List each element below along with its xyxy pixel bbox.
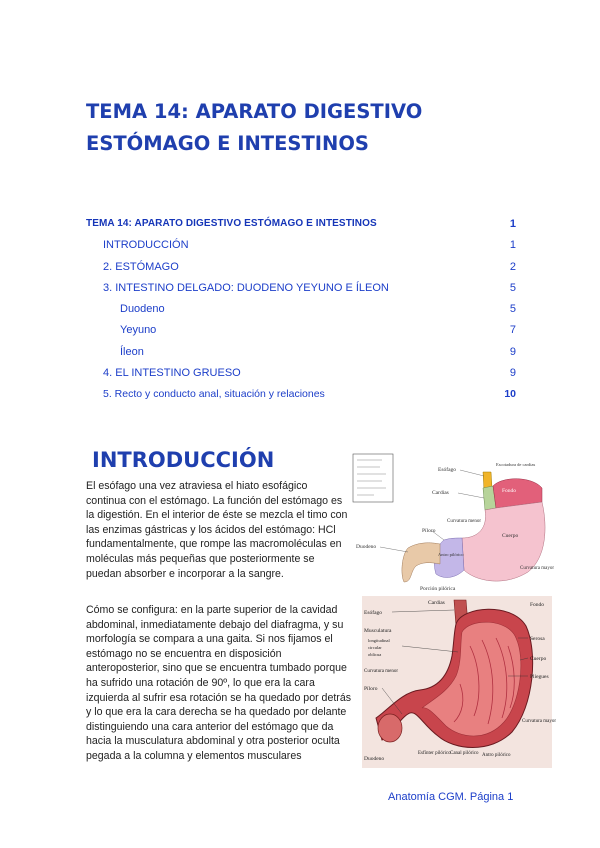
- document-title-line1: TEMA 14: APARATO DIGESTIVO: [86, 100, 423, 123]
- fig2-label-serosa: Serosa: [530, 636, 545, 642]
- intro-paragraph-2: Cómo se configura: en la parte superior de la cavidad abdominal, inmediatamente debajo del diafragma, y su morfología se compara a una gaita. Si nos fijamos el estómago no se encuentra en disposición anteroposterior, sino que se encuentra tumbado porque ha sufrido una rotación de 90º, lo que era la cara izquierda al sufrir esa rotación se ha quedado por detrás y lo que era la cara derecha se ha quedado por delante distinguiendo una cara anterior del estómago que da hacia la musculatura abdominal y otra posterior oculta pegada a la columna y elementos musculares: [86, 604, 352, 762]
- fig2-label-cardias: Cardias: [428, 600, 445, 606]
- toc-item[interactable]: [86, 261, 516, 277]
- toc-item-page: 5: [509, 303, 516, 315]
- label-cardias: Cardias: [432, 490, 449, 496]
- label-escotadura: Escotadura de cardias: [496, 462, 536, 467]
- fig2-label-canal: Canal pilórico: [450, 751, 479, 756]
- document-title: [86, 96, 526, 160]
- label-fondo: Fondo: [502, 488, 517, 494]
- fig2-label-curvatura-mayor: Curvatura mayor: [522, 719, 557, 724]
- toc-item-page: 7: [509, 324, 516, 336]
- fig2-label-piloro: Píloro: [364, 686, 378, 692]
- fig2-label-oblicua: oblicua: [368, 652, 382, 657]
- toc-item[interactable]: [86, 303, 516, 319]
- page-footer: Anatomía CGM. Página 1: [388, 791, 514, 803]
- toc-item-label: 3. INTESTINO DELGADO: DUODENO YEYUNO E ÍLEON: [103, 282, 389, 294]
- fig2-label-esofago: Esófago: [364, 610, 383, 616]
- stomach-regions-diagram: [352, 452, 560, 592]
- duodeno-region: [402, 543, 440, 582]
- toc-item[interactable]: [86, 324, 516, 340]
- duodeno-shape: [378, 714, 402, 742]
- toc-item[interactable]: [86, 239, 516, 255]
- fig2-label-antro: Antro pilórico: [482, 753, 511, 758]
- label-esofago: Esófago: [438, 467, 457, 473]
- toc-item[interactable]: [86, 282, 516, 298]
- fig2-label-fondo: Fondo: [530, 602, 545, 608]
- toc-item[interactable]: [86, 218, 516, 234]
- fig2-label-longitudinal: longitudinal: [368, 638, 390, 643]
- section-heading: INTRODUCCIÓN: [92, 448, 275, 472]
- document-title-line2: ESTÓMAGO E INTESTINOS: [86, 132, 369, 155]
- toc-item-label: 5. Recto y conducto anal, situación y relaciones: [103, 388, 325, 400]
- toc-item-page: 1: [509, 239, 516, 251]
- toc-item-label: Íleon: [120, 346, 144, 358]
- toc-item-page: 1: [509, 218, 516, 230]
- toc-item-label: 2. ESTÓMAGO: [103, 261, 179, 273]
- fig2-label-cuerpo: Cuerpo: [530, 656, 547, 662]
- toc-item[interactable]: [86, 367, 516, 383]
- toc-item-label: TEMA 14: APARATO DIGESTIVO ESTÓMAGO E INTESTINOS: [86, 218, 377, 229]
- fig2-label-curvatura-menor: Curvatura menor: [364, 669, 399, 674]
- toc-item-label: 4. EL INTESTINO GRUESO: [103, 367, 241, 379]
- label-piloro: Píloro: [422, 528, 436, 534]
- toc-item-label: INTRODUCCIÓN: [103, 239, 189, 251]
- toc-item-page: 9: [509, 346, 516, 358]
- label-antro: Antro pilórico: [438, 552, 464, 557]
- label-porcion-pilorica: Porción pilórica: [420, 586, 456, 592]
- fig2-label-musculatura: Musculatura: [364, 628, 392, 634]
- label-curvatura-menor: Curvatura menor: [447, 519, 482, 524]
- toc-item[interactable]: [86, 388, 516, 404]
- toc-item-label: Duodeno: [120, 303, 165, 315]
- toc-item-page: 10: [504, 388, 516, 400]
- toc-item[interactable]: [86, 346, 516, 362]
- toc-item-page: 9: [509, 367, 516, 379]
- fig2-label-esfinter: Esfínter pilórico: [418, 751, 451, 756]
- toc-item-page: 5: [509, 282, 516, 294]
- fig2-label-circular: circular: [368, 645, 382, 650]
- label-curvatura-mayor: Curvatura mayor: [520, 566, 555, 571]
- toc-item-label: Yeyuno: [120, 324, 157, 336]
- stomach-anatomy-illustration: [362, 596, 557, 768]
- intro-paragraph-1: El esófago una vez atraviesa el hiato esofágico continua con el estómago. La función del estómago es la digestión. En el interior de éste se mezcla el timo con las enzimas gástricas y los ácidos del estómago: HCl fundamentalmente, que rompe las macromoléculas en moléculas más pequeñas que posteriormente se puedan absorber e incorporar a la sangre.: [86, 480, 348, 580]
- fig2-label-duodeno: Duodeno: [364, 756, 385, 762]
- fig2-label-pliegues: Pliegues: [530, 674, 549, 680]
- toc-item-page: 2: [509, 261, 516, 273]
- label-duodeno: Duodeno: [356, 544, 377, 550]
- label-cuerpo: Cuerpo: [502, 533, 519, 539]
